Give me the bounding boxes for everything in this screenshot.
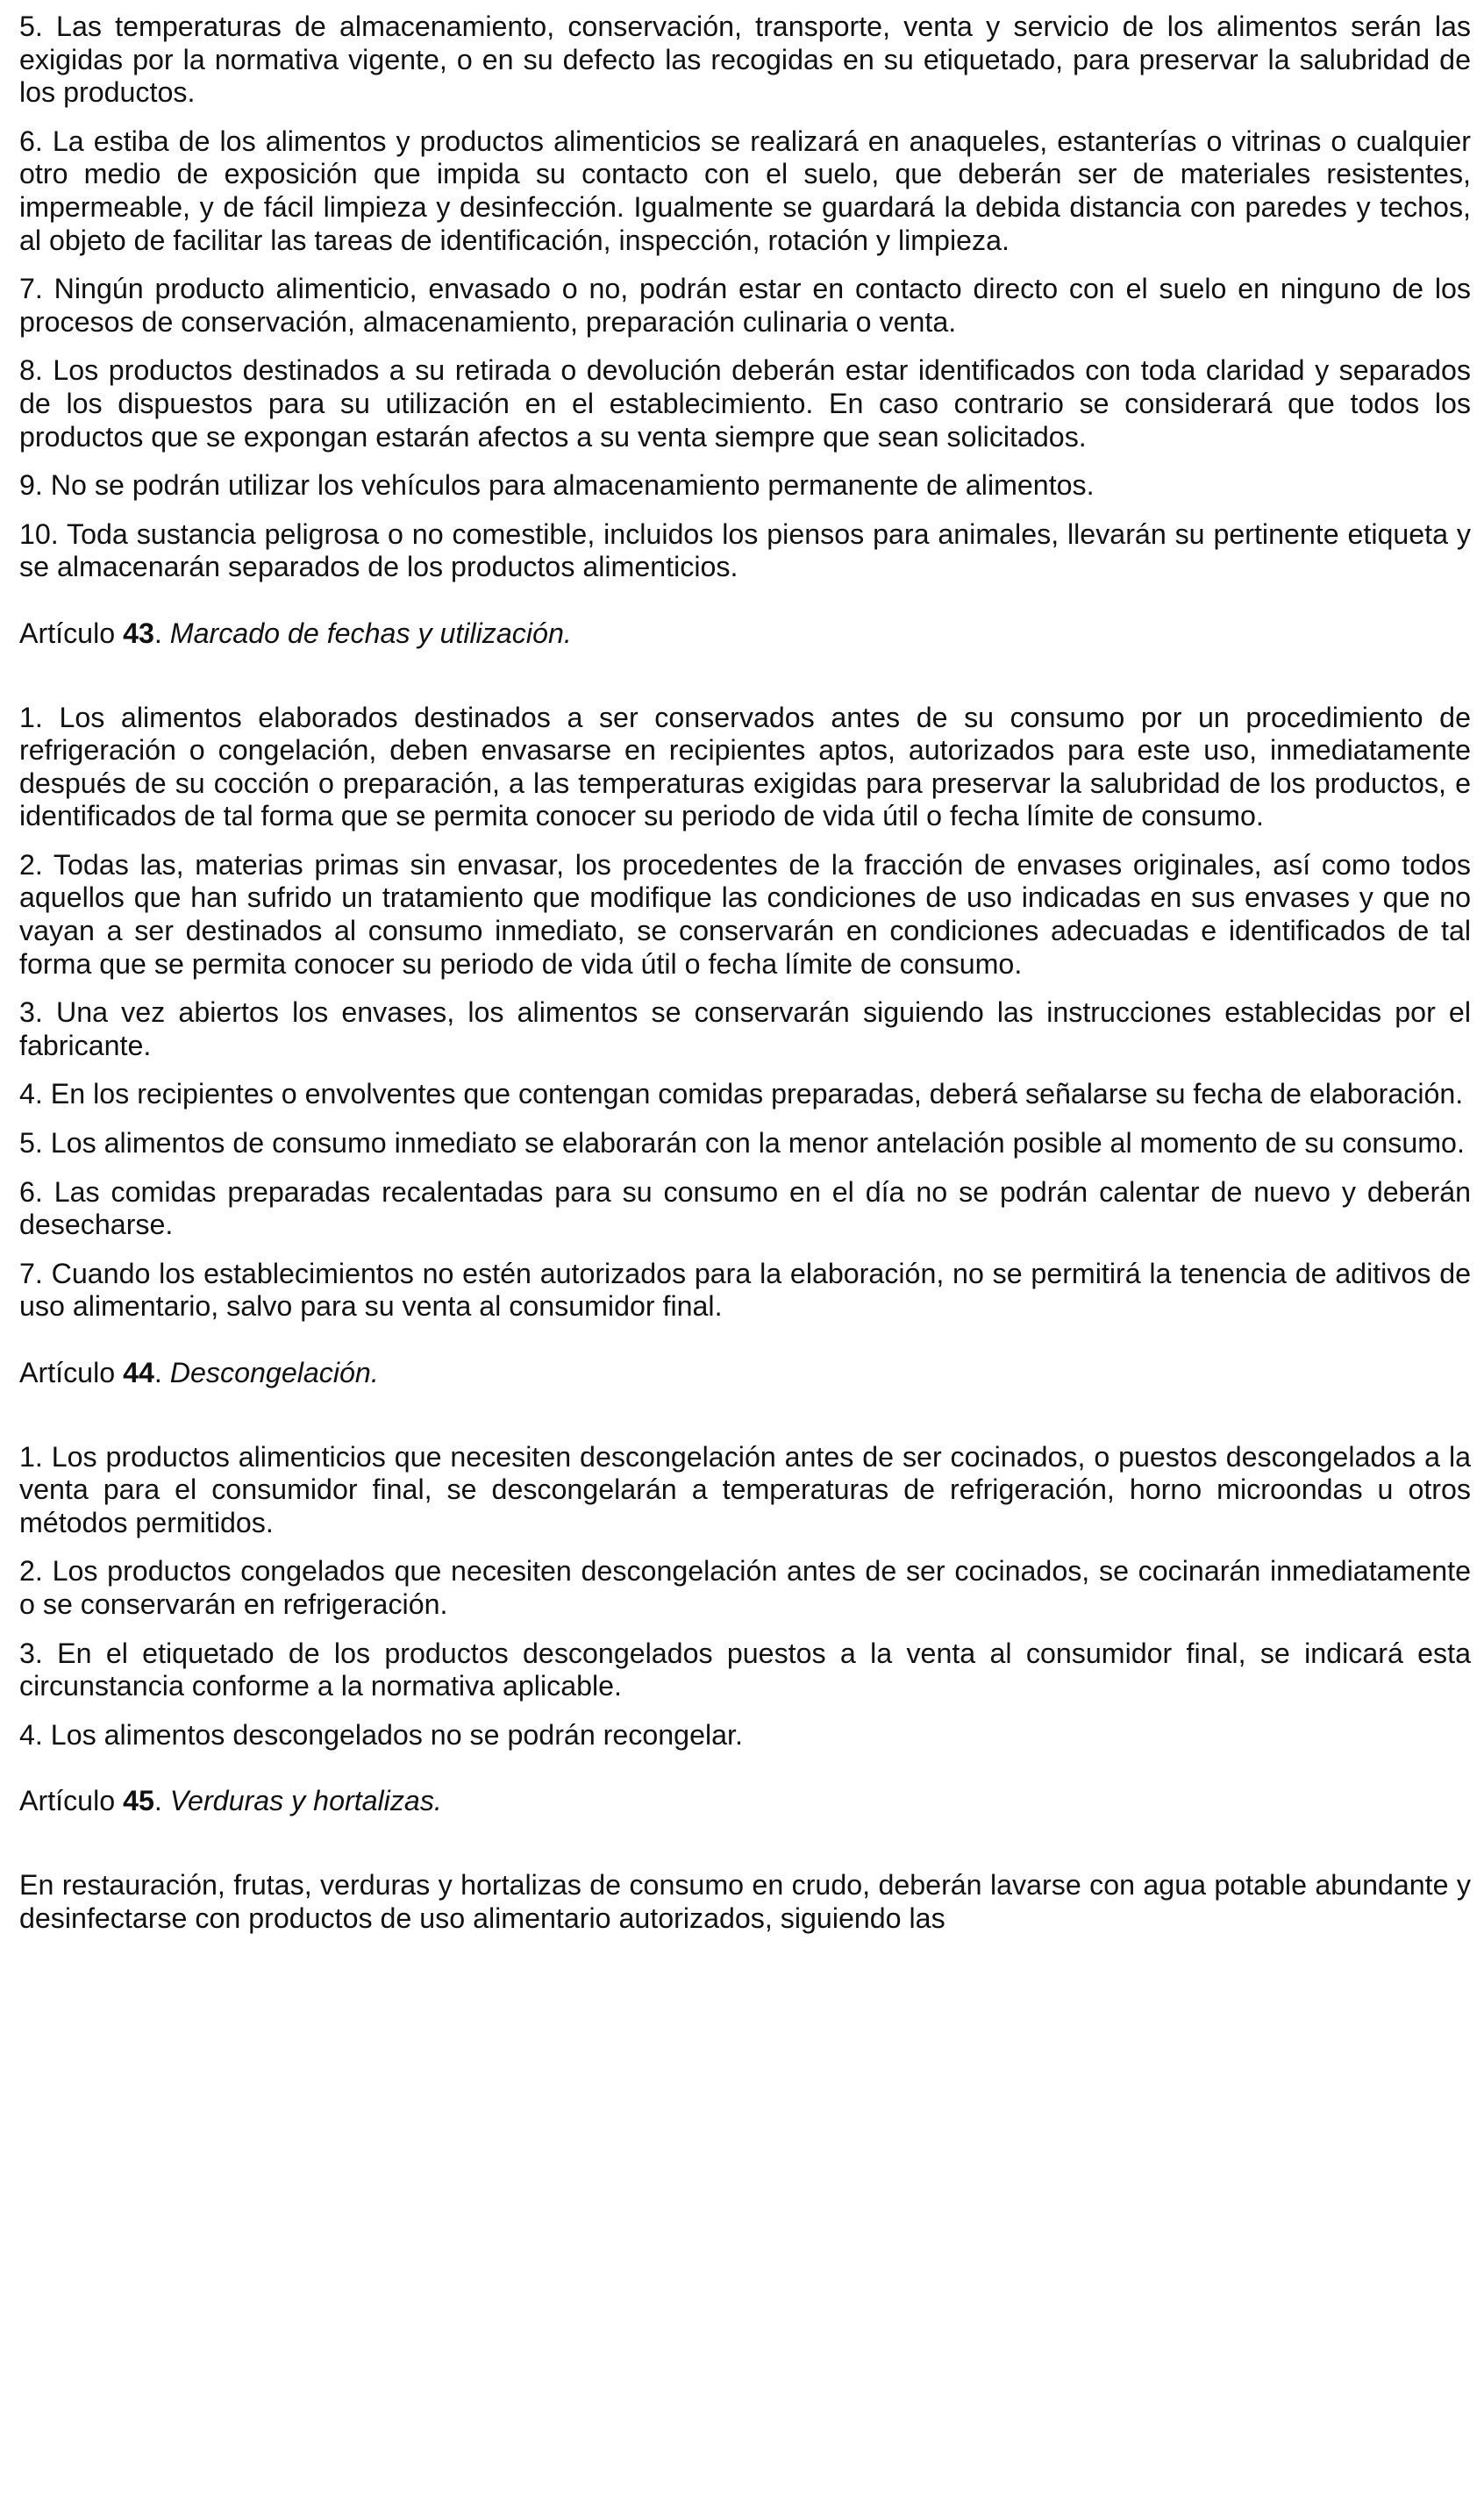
paragraph: 1. Los productos alimenticios que necesiten descongelación antes de ser cocinados, o puestos descongelados a la venta para el consumidor final, se descongelarán a temperaturas de refrigeración, horno microondas u otros métodos permitidos. <box>19 1440 1471 1538</box>
paragraph: 7. Ningún producto alimenticio, envasado o no, podrán estar en contacto directo con el suelo en ninguno de los procesos de conservación, almacenamiento, preparación culinaria o venta. <box>19 273 1471 338</box>
paragraph: 10. Toda sustancia peligrosa o no comestible, incluidos los piensos para animales, llevarán su pertinente etiqueta y se almacenarán separados de los productos alimenticios. <box>19 517 1471 583</box>
article-separator: . <box>153 1357 170 1388</box>
paragraph: 9. No se podrán utilizar los vehículos para almacenamiento permanente de alimentos. <box>19 469 1095 502</box>
article-separator: . <box>153 617 170 649</box>
article-label: Artículo <box>19 1357 124 1388</box>
article-heading <box>19 1357 1471 1390</box>
article-title: Verduras y hortalizas. <box>169 1785 442 1817</box>
paragraph: 8. Los productos destinados a su retirada o devolución deberán estar identificados con toda claridad y separados de los dispuestos para su utilización en el establecimiento. En caso contrario se considerará que todos los productos que se expongan estarán afectos a su venta siempre que sean solicitados. <box>19 354 1471 453</box>
paragraph: 2. Los productos congelados que necesiten descongelación antes de ser cocinados, se cocinarán inmediatamente o se conservarán en refrigeración. <box>19 1555 1471 1620</box>
article-label: Artículo <box>19 1785 124 1817</box>
paragraph: En restauración, frutas, verduras y hortalizas de consumo en crudo, deberán lavarse con agua potable abundante y desinfectarse con productos de uso alimentario autorizados, siguiendo las <box>19 1868 1471 1934</box>
paragraph: 7. Cuando los establecimientos no estén autorizados para la elaboración, no se permitirá la tenencia de aditivos de uso alimentario, salvo para su venta al consumidor final. <box>19 1257 1471 1323</box>
paragraph: 3. En el etiquetado de los productos descongelados puestos a la venta al consumidor final, se indicará esta circunstancia conforme a la normativa aplicable. <box>19 1637 1471 1702</box>
paragraph: 2. Todas las, materias primas sin envasar, los procedentes de la fracción de envases originales, así como todos aquellos que han sufrido un tratamiento que modifique las condiciones de uso indicadas en sus envases y que no vayan a ser destinados al consumo inmediato, se conservarán en condiciones adecuadas e identificados de tal forma que se permita conocer su periodo de vida útil o fecha límite de consumo. <box>19 848 1471 980</box>
document-page <box>19 11 1471 1951</box>
paragraph: 6. Las comidas preparadas recalentadas para su consumo en el día no se podrán calentar de nuevo y deberán desecharse. <box>19 1175 1471 1241</box>
paragraph: 5. Los alimentos de consumo inmediato se elaborarán con la menor antelación posible al momento de su consumo. <box>19 1127 1465 1160</box>
paragraph: 6. La estiba de los alimentos y productos alimenticios se realizará en anaqueles, estanterías o vitrinas o cualquier otro medio de exposición que impida su contacto con el suelo, que deberán ser de materiales resistentes, impermeable, y de fácil limpieza y desinfección. Igualmente se guardará la debida distancia con paredes y techos, al objeto de facilitar las tareas de identificación, inspección, rotación y limpieza. <box>19 125 1471 256</box>
article-title: Marcado de fechas y utilización. <box>169 617 572 649</box>
article-number: 45 <box>123 1785 154 1817</box>
article-label: Artículo <box>19 617 124 649</box>
paragraph: 3. Una vez abiertos los envases, los alimentos se conservarán siguiendo las instrucciones establecidas por el fabricante. <box>19 996 1471 1061</box>
article-separator: . <box>153 1785 170 1817</box>
paragraph: 1. Los alimentos elaborados destinados a ser conservados antes de su consumo por un procedimiento de refrigeración o congelación, deben envasarse en recipientes aptos, autorizados para este uso, inmediatamente después de su cocción o preparación, a las temperaturas exigidas para preservar la salubridad de los productos, e identificados de tal forma que se permita conocer su periodo de vida útil o fecha límite de consumo. <box>19 701 1471 832</box>
paragraph: 5. Las temperaturas de almacenamiento, conservación, transporte, venta y servicio de los alimentos serán las exigidas por la normativa vigente, o en su defecto las recogidas en su etiquetado, para preservar la salubridad de los productos. <box>19 11 1471 109</box>
article-number: 43 <box>123 617 154 649</box>
article-number: 44 <box>123 1357 154 1388</box>
article-heading <box>19 1785 1471 1818</box>
paragraph: 4. Los alimentos descongelados no se podrán recongelar. <box>19 1718 743 1751</box>
article-title: Descongelación. <box>169 1357 379 1388</box>
article-heading <box>19 617 1471 651</box>
paragraph: 4. En los recipientes o envolventes que contengan comidas preparadas, deberá señalarse su fecha de elaboración. <box>19 1078 1464 1110</box>
